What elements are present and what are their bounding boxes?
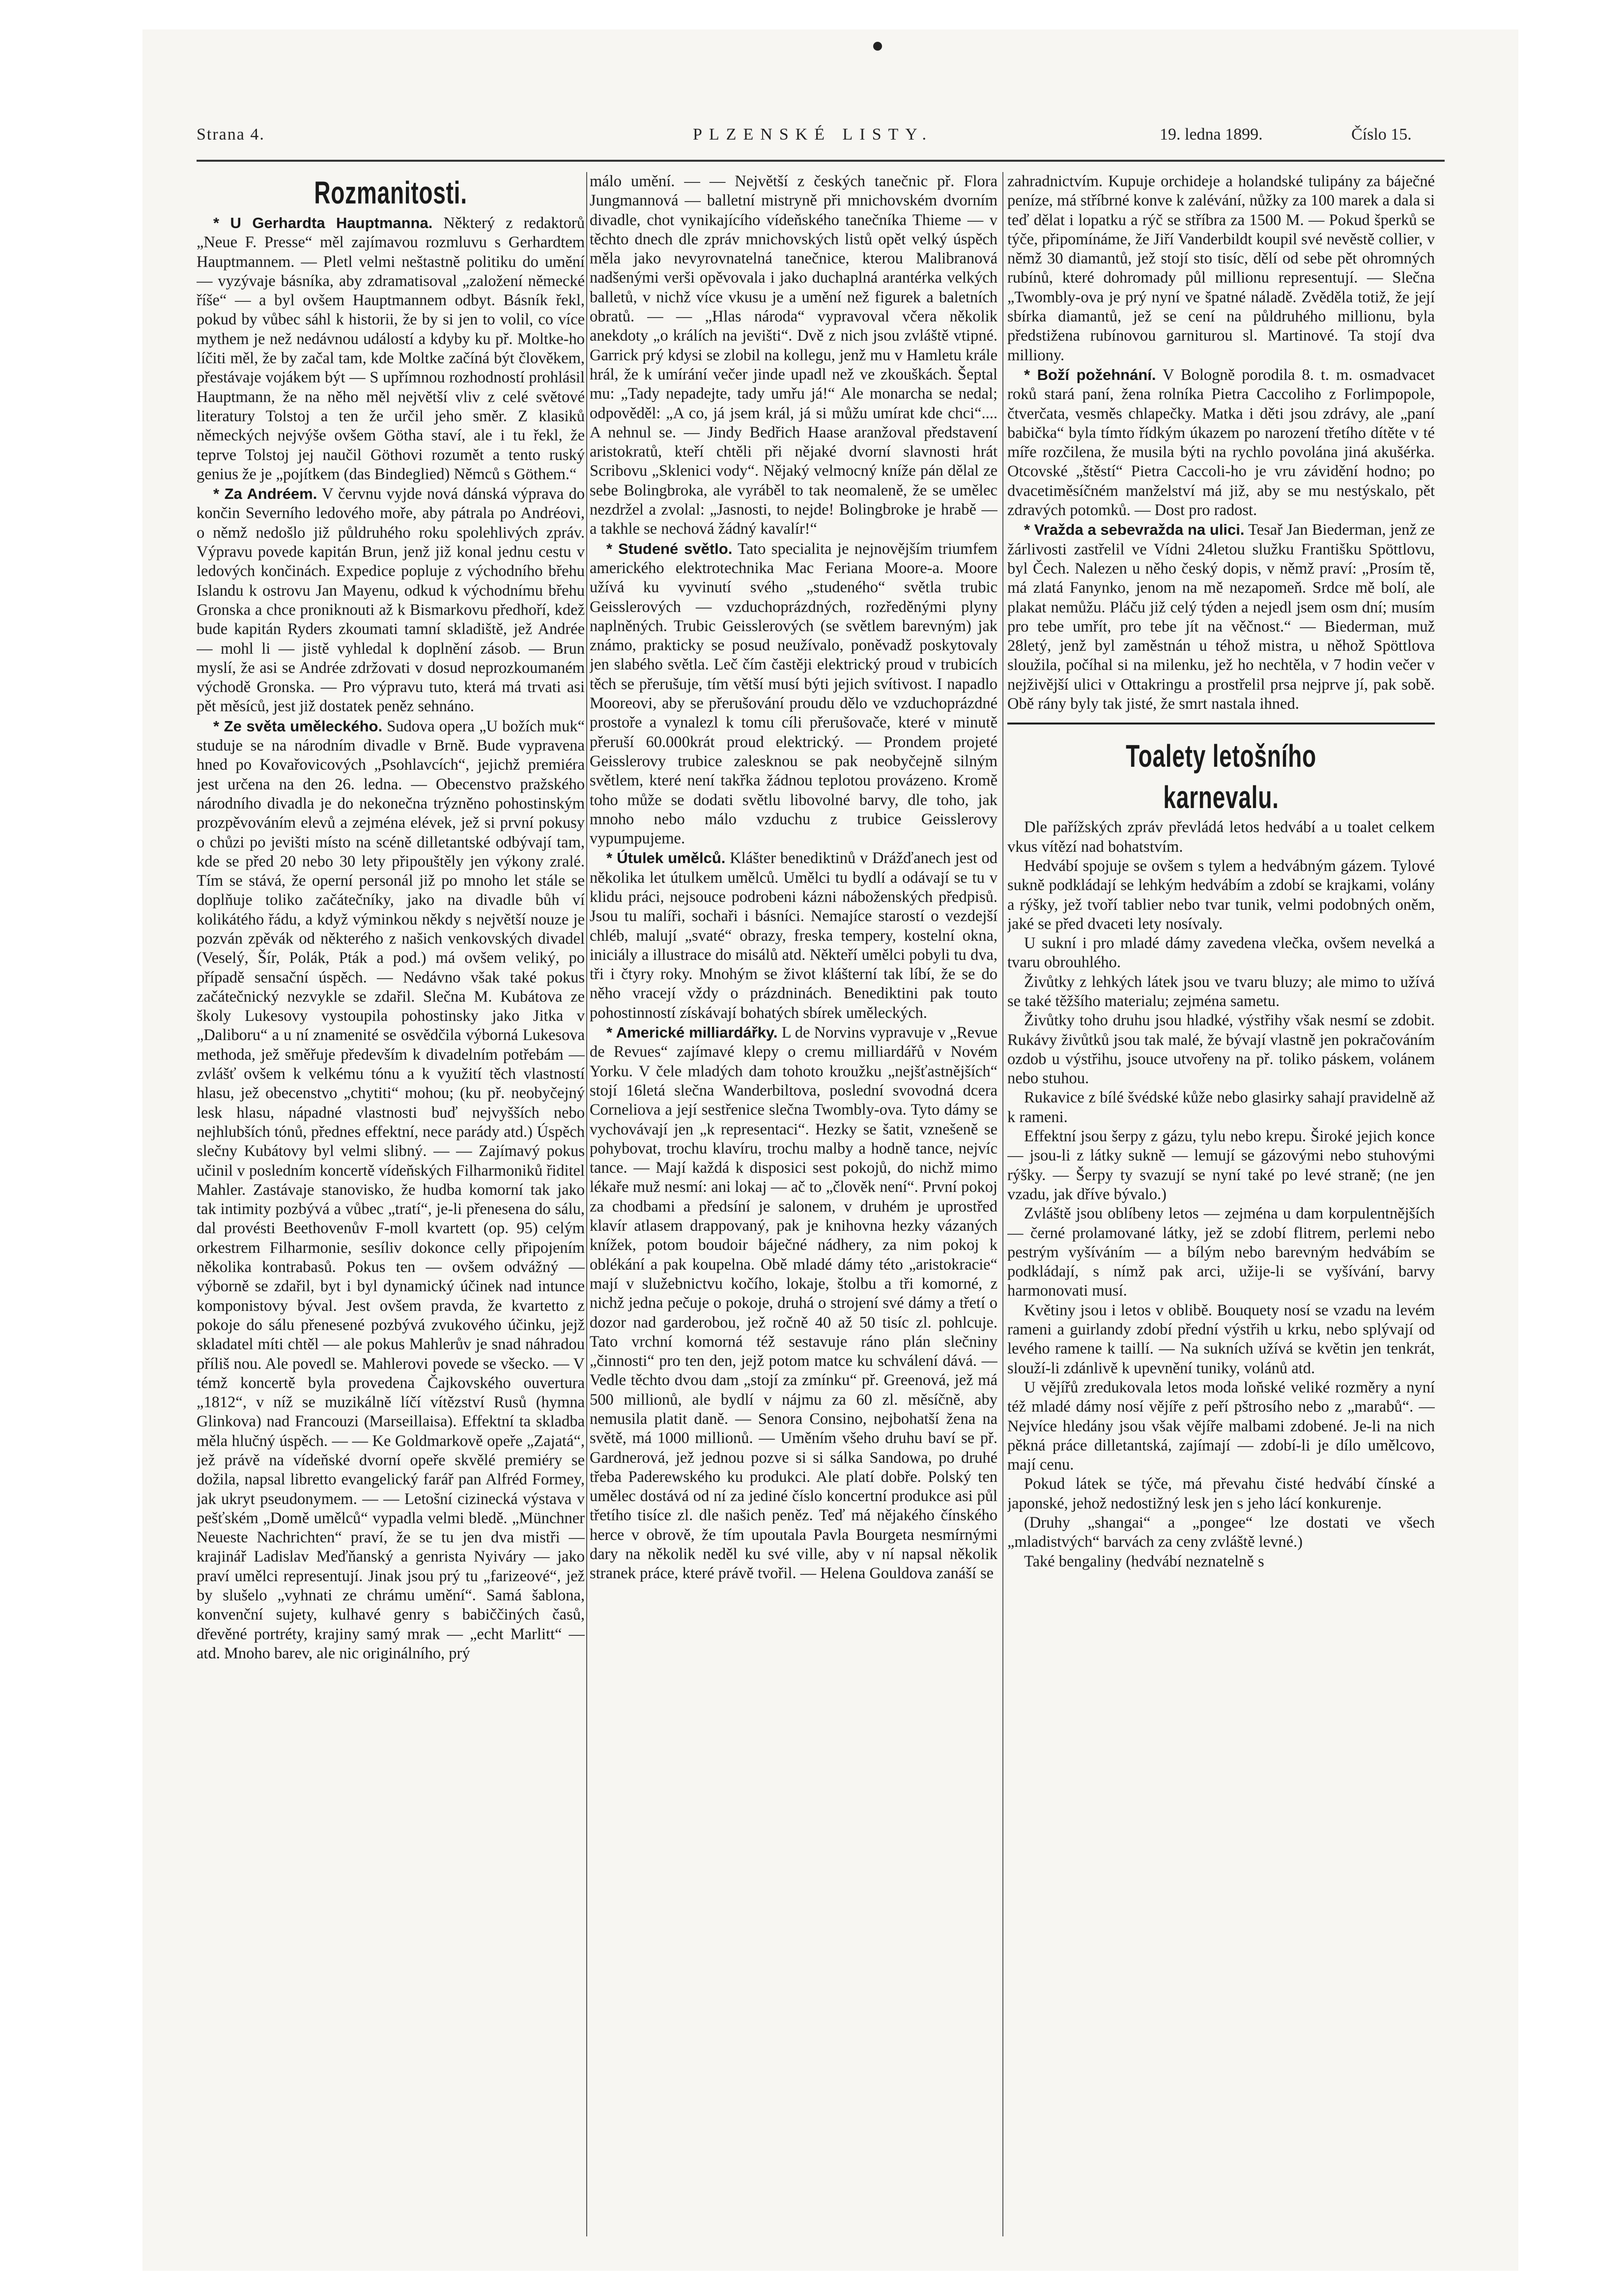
page-header (197, 125, 1430, 155)
column-3 (1007, 172, 1435, 2227)
article-rubric: * Útulek umělců. (606, 849, 726, 867)
issue-number: Číslo 15. (1351, 125, 1412, 144)
paragraph: Pokud látek se týče, má převahu čisté hedvábí čínské a japonské, jehož nedostižný lesk jen s jeho lácí konkurenje. (1007, 1475, 1435, 1512)
article-rubric: * Ze světa uměleckého. (213, 717, 383, 735)
paragraph: Hedvábí spojuje se ovšem s tylem a hedvábným gázem. Tylové sukně podkládají se lehkým hedvábím a zdobí se krajkami, volány a rýšky, jež tvoří tablier nebo tvar tunik, velmi podobných oněm, jaké se před dvaceti lety nosívaly. (1007, 857, 1435, 933)
issue-date: 19. ledna 1899. (1160, 125, 1263, 144)
article (590, 848, 997, 1023)
article-text: L de Norvins vypravuje v „Revue de Revues“ zajímavé klepy o cremu milliardářů v Novém Yorku. V čele mladých dam tohoto kroužku „nejšťastnějších“ stojí 16letá slečna Wanderbiltova, poslední svovodná dcera Corneliova a její sestřenice slečna Twombly-ova. Tyto dámy se vychovávají jen „k representaci“. Hezky se šatit, vznešeně se pohybovat, trochu klavíru, trochu malby a hodně tance, nejvíc tance. — Mají každá k disposici sest pokojů, do nichž mimo lékaře muž nesmí: ani lokaj — ač to „člověk není“. První pokoj za chodbami a předsíní je salonem, v druhém je uprostřed klavír atlasem drappovaný, pak je knihovna hezky vázaných knížek, potom boudoir báječné nádhery, za nim pokoj k oblékání a pak koupelna. Obě mladé dámy této „aristokracie“ mají v služebnictvu kočího, lokaje, štolbu a tři komorné, z nichž jedna pečuje o pokoje, druhá o strojení své dámy a třetí o dozor nad garderobou, jež ročně 40 až 50 tisíc zl. pohlcuje. Tato vrchní komorná též sestavuje ráno plán slečniny „činnosti“ pro ten den, jejž potom matce ku schválení dává. — Vedle těchto dvou dam „stojí za zmínku“ př. Greenová, jež má 500 millionů, ale bydlí v nájmu za 60 zl. měsíčně, aby nemusila platit daně. — Senora Consino, nejbohatší žena na světě, má 1000 millionů. — Uměním všeho druhu baví se př. Gardnerová, jež jednou pozve si si sálka Sandowa, po druhé třeba Paderewského ku produkci. Ale platí dobře. Polský ten umělec dostává od ní za jediné číslo koncertní produkce asi půl třetího tisíce zl. dle našich peněz. Teď má nějakého čínského herce v obrově, že tím upoutala Pavla Bourgeta nesmírnými dary na několik neděl ku své ville, aby v ní napsal několik stranek práce, které právě tvořil. — Helena Gouldova zanáší se (590, 1024, 997, 1583)
article-rubric: * Za Andréem. (213, 485, 317, 503)
article (1007, 365, 1435, 520)
section-heading: Toalety letošního karnevalu. (1126, 738, 1316, 815)
article-text: V Bologně porodila 8. t. m. osmadvacet roků stará paní, žena rolníka Pietra Caccoliho z Forlimpopole, čtverčata, vesměs chlapečky. Matka i děti jsou zdrávy, ale „paní babička“ byla tímto řídkým úkazem po narození třetího dítěte v té míře rozčilena, že musila býti na rychlo povolána jiná akušérka. Otcovské „štěstí“ Pietra Caccoli-ho je vru závidění hodno; po dvacetiměsíčném manželství má již, aby se mu nestýskalo, pět zdravých potomků. — Dost pro radost. (1007, 366, 1435, 520)
paragraph: Effektní jsou šerpy z gázu, tylu nebo krepu. Široké jejich konce — jsou-li z látky sukně — lemují se gázovými nebo stuhovými rýšky. — Šerpy ty svazují se nyní také po levé straně; (ne jen vzadu, jak dříve bývalo.) (1007, 1128, 1435, 1203)
article-text: V červnu vyjde nová dánská výprava do končin Severního ledového moře, aby pátrala po Andréovi, o němž nedošlo již půldruhého roku spolehlivých zpráv. Výpravu povede kapitán Brun, jenž již konal jednu cestu v ledových končinách. Expedice popluje z východního břehu Islandu k ostrovu Jan Mayenu, odkud k východnímu břehu Gronska a chce proniknouti až k Bismarkovu předhoří, kdež bude kapitán Ryders zkoumati tamní skladiště, jež Andrée — mohl li — jistě vyhledal k doplnění zásob. — Brun myslí, že asi se Andrée zdržovati v dosud neprozkoumaném východě Gronska. — Pro výpravu tuto, která má trvati asi pět měsíců, jest již dostatek peněz sehnáno. (197, 485, 585, 716)
article-text: Tesař Jan Biederman, jenž ze žárlivosti zastřelil ve Vídni 24letou služku Františku Spöttlovu, byl Čech. Nalezen u něho český dopis, v němž praví: „Prosím tě, má zlatá Fanynko, jenom na mě nezapomeň. Srdce mě bolí, ale plakat nemůžu. Pláču již celý týden a nejedl jsem osm dní; musím pro tebe umřít, pro tebe jít na věčnost.“ — Biederman, muž 28letý, jenž byl zaměstnán u téhož mistra, u něhož Spöttlova sloužila, počíhal si na milenku, jež ho nechtěla, v 7 hodin večer v nejživější ulici v Ottakringu a prostřelil prsa nejprve jí, pak sobě. Obě rány byly tak jisté, že smrt nastala ihned. (1007, 521, 1435, 713)
article-text: Klášter benediktinů v Drážďanech jest od několika let útulkem umělců. Umělci tu bydlí a odávají se tu v klidu práci, nejsouce podrobeni kázni náboženských předpisů. Jsou tu malíři, sochaři i básníci. Nemajíce starostí o vezdejší chléb, malují „svaté“ obrazy, freska tempery, kostelní okna, iniciály a illustrace do misálů atd. Někteří umělci pobyli tu dva, tři i čtyry roky. Mnohým se život klášterní tak líbí, že se do něho vracejí vždy o prázdninách. Benediktini pak touto pohostinností získávají bohatých sbírek uměleckých. (590, 849, 997, 1022)
newspaper-page (142, 29, 1518, 2271)
paragraph: Květiny jsou i letos v oblibě. Bouquety nosí se vzadu na levém rameni a guirlandy zdobí přední výstřih u krku, nebo splývají od levého ramene k taillí. — Na sukních užívá se květin jen tenkrát, slouží-li zdánlivě k upevnění tuniky, volánů atd. (1007, 1301, 1435, 1377)
article-rubric: * Vražda a sebevražda na ulici. (1024, 521, 1245, 539)
article-rubric: * U Gerhardta Hauptmanna. (213, 214, 433, 232)
article (197, 717, 585, 1664)
paragraph: U sukní i pro mladé dámy zavedena vlečka, ovšem nevelká a tvaru obrouhlého. (1007, 934, 1435, 972)
column-divider (586, 172, 587, 2236)
article-text: Sudova opera „U božích muk“ studuje se na národním divadle v Brně. Bude vypravena hned po Kovařovicových „Psohlavcích“, jejichž premiéra jest určena na den 26. ledna. — Obecenstvo pražského národního divadla je do nekonečna trýzněno pohostinským prozpěvováním elevů a zejména elévek, jež si první pokusy o chůzi po jevišti místo na scéně dilletantské odbývají tam, kde se před 20 nebo 30 lety připouštěly jen výkony zralé. Tím se stává, že operní personál již po mnoho let stále se doplňuje toliko začátečníky, jako na divadle bůh ví kolikátého řádu, a když výminkou někdy s největší nouze je pozván zpěvák od některého z našich venkovských divadel (Veselý, Šír, Polák, Pták a pod.) má ovšem veliký, po případě sensační úspěch. — Nedávno však také pokus začátečnický nezvykle se zdařil. Slečna M. Kubátova ze školy Lukesovy vystoupila pohostinsky jako Jitka v „Daliboru“ a u ní znamenité se osvědčila výborná Lukesova methoda, jež směřuje především k divadelním potřebám — zvlášť ovšem k velkému tónu a k využití těch vlastností hlasu, jež obecenstvo „chytiti“ mohou; (ku př. neobyčejný lesk hlasu, nápadné vlastnosti buď nejvyšších nebo nejhlubších tónů, přednes effektní, nece parády atd.) Úspěch slečny Kubátovy byl velmi slibný. — — Zajímavý pokus učinil v posledním koncertě vídeňských Filharmoniků řiditel Mahler. Zastávaje stanovisko, že hudba komorní tak jako tak intimity pozbývá a vůbec „tratí“, je-li přenesena do sálu, dal provésti Beethovenův F-moll kvartett (op. 95) celým orkestrem Filharmonie, sesíliv dokonce celly připojením několika kontrabasů. Pokus ten — ovšem odvážný — výborně se zdařil, byt i byl dynamický účinek nad intunce komponistovy býval. Jest ovšem pravda, že kvartetto z pokoje do sálu přenesené pozbývá zvukového účinku, jejž skladatel míti chtěl — ale pokus Mahlerův je snad náhradou příliš nou. Ale povedl se. Mahlerovi povede se všecko. — V témž koncertě byla provedena Čajkovského ouvertura „1812“, v níž se muzikálně líčí vítězství Rusů (hymna Glinkova) nad Francouzi (Marseillaisa). Effektní ta skladba měla hlučný úspěch. — — Ke Goldmarkově opeře „Zajatá“, jež právě na vídeňské dvorní opeře skvělé premiéry se dožila, napsal libretto evangelický farář pan Alfréd Formey, jak ukryt pseudonymem. — — Letošní cizinecká výstava v pešťském „Domě umělců“ vypadla velmi bledě. „Münchner Neueste Nachrichten“ praví, že se tu jen dva mistři — krajinář Ladislav Meďňanský a genrista Nyiváry — jako praví umělci representují. Jinak jsou prý tu „farizeové“, jež by slušelo „vyhnati ze chrámu umění“. Samá šablona, konvenční sujety, kulhavé genry s babiččiných časů, dřevěné portréty, krajiny samý mrak — „echt Marlitt“ — atd. Mnoho barev, ale nic originálního, prý (197, 717, 585, 1662)
paragraph: Zvláště jsou oblíbeny letos — zejména u dam korpulentnějších — černé prolamované látky, jež se zdobí flitrem, perlemi nebo pestrým vyšíváním — a bílým nebo barevným hedvábím se podkládají, s nímž pak arci, užije-li se vyšívání, barvy harmonovati musí. (1007, 1205, 1435, 1300)
binding-hole (873, 42, 882, 51)
paragraph: Dle pařížských zpráv převládá letos hedvábí a u toalet celkem vkus vítězí nad bohatstvím. (1007, 818, 1435, 856)
article (590, 539, 997, 849)
article-continuation: zahradnictvím. Kupuje orchideje a holandské tulipány za báječné peníze, má stříbrné konve k zalévání, nůžky za 100 marek a dala si teď dělat i lopatku a rýč se stříbra za 1500 M. — Pokud šperků se týče, připomínáme, že Jiří Vanderbildt koupil své nevěstě collier, v němž 30 diamantů, jež stojí sto tisíc, dělí od sebe pět ohromných rubínů, které dohromady půl millionu representují. — Slečna „Twombly-ova je prý nyní ve špatné náladě. Zvěděla totiž, že její sbírka diamantů, jež se cení na půldruhého millionu, byla předstižena rubínovou garniturou sl. Martinové. Ta stojí dva milliony. (1007, 173, 1435, 364)
section-rule (1007, 723, 1435, 724)
column-2 (590, 172, 997, 2241)
article-rubric: * Studené světlo. (606, 540, 733, 557)
paragraph: U vějířů zredukovala letos moda loňské veliké rozměry a nyní též mladé dámy nosí vějíře z peří pštrosího nebo z „marabů“. — Nejvíce hledány jsou však vějíře malbami zdobené. Je-li na nich pěkná práce dilletantská, zajímají — zdobí-li je dílo umělcovo, mají cenu. (1007, 1378, 1435, 1474)
article (1007, 520, 1435, 714)
column-divider (1002, 172, 1003, 2236)
paragraph: Také bengaliny (hedvábí neznatelně s (1024, 1552, 1264, 1570)
paragraph: (Druhy „shangai“ a „pongee“ lze dostati ve všech „mladistvých“ barvách za ceny zvláště levné.) (1007, 1514, 1435, 1551)
article (197, 484, 585, 717)
page-number: Strana 4. (197, 125, 265, 144)
paragraph: Živůtky toho druhu jsou hladké, výstřihy však nesmí se zdobit. Rukávy živůtků jsou tak malé, že bývají vlastně jen pokračováním ozdob u výstřihu, jsouce utvořeny na př. toliko páskem, volánem nebo stuhou. (1007, 1012, 1435, 1088)
masthead-title: PLZENSKÉ LISTY. (693, 125, 933, 144)
article-text: Některý z redaktorů „Neue F. Presse“ měl zajímavou rozmluvu s Gerhardtem Hauptmannem. — Pletl velmi neštastně politiku do umění — vyzývaje básníka, aby zdramatisoval „založení německé říše“ — a byl ovšem Hauptmannem odbyt. Básník řekl, pokud by vůbec sáhl k historii, že by si jen to volil, co více mythem je než nedávnou událostí a kdyby ku př. Moltke-ho líčiti měl, že by začal tam, kde Moltke začíná být člověkem, přestávaje vojákem být — S upřímnou rozhodností prohlásil Hauptmann, že na něho měl největší vliv z celé světové literatury Tolstoj a ten že určil jeho směr. Z klasiků německých nejvýše ovšem Götha staví, ale i tu řekl, že teprve Tolstoj jej naučil Göthovi rozumět a tento ruský genius že je „pojítkem (das Bindeglied) Němců s Göthem.“ (197, 214, 585, 483)
paragraph: Živůtky z lehkých látek jsou ve tvaru bluzy; ale mimo to užívá se také těžšího materialu; zejména sametu. (1007, 973, 1435, 1010)
header-rule (197, 160, 1445, 162)
paragraph: Rukavice z bílé švédské kůže nebo glasirky sahají pravidelně až k rameni. (1007, 1089, 1435, 1126)
article (197, 213, 585, 484)
article-rubric: * Americké milliardářky. (606, 1024, 778, 1042)
section-heading: Rozmanitosti. (314, 175, 467, 210)
column-1 (197, 172, 585, 2246)
article-rubric: * Boží požehnání. (1024, 366, 1156, 383)
article-continuation: málo umění. — — Největší z českých tanečnic př. Flora Jungmannová — balletní mistryně při mnichovském dvorním divadle, chot vynikajícího vídeňského tanečníka Thieme — v těchto dnech dle zpráv mnichovských listů opět velký úspěch měla jako nevyrovnatelná tanečnice, kterou Malibranová nadšenými verši opěvovala i jako duchaplná arantérka velkých balletů, v nichž více vkusu je a umění než figurek a baletních obratů. — — „Hlas národa“ vypravoval včera několik anekdoty „o králích na jevišti“. Dvě z nich jsou zvláště vtipné. Garrick prý kdysi se zlobil na kollegu, jenž mu v Hamletu krále hrál, že k umírání večer jinde upadl než ve zkouškách. Šeptal mu: „Tady nepadejte, tady umřu já!“ Ale monarcha se nedal; odpověděl: „A co, já jsem král, já si můžu umírat kde chci“.... A nehnul se. — Jindy Bedřich Haase aranžoval představení aristokratů, kteří chtěli při nějaké dvorní slavnosti hrát Scribovu „Sklenici vody“. Nějaký velmocný kníže pán dělal ze sebe Bolingbroka, ale vyráběl to tak neomaleně, že se umělec nezdržel a zvolal: „Jasnosti, to nejde! Bolingbroke je hrabě — a takhle se nechová žádný kavalír!“ (590, 173, 997, 538)
article-text: Tato specialita je nejnovějším triumfem amerického elektrotechnika Mac Feriana Moore-a. Moore užívá ku vyvinutí svého „studeného“ světla trubic Geisslerových — vzduchoprázdných, rozředěnými plyny naplněných. Trubic Geisslerových (se světlem barevným) jak známo, prakticky se posud neužívalo, poněvadž poskytovaly jen slabého světla. Leč čím častěji elektrický proud v trubicích těch se přerušuje, tím větší musí býti jejich svítivost. I napadlo Mooreovi, aby se přerušování proudu dělo ve vzduchoprázdné prostoře a vynalezl k tomu cíli přerušovače, které v minutě přeruší 60.000krát proud elektrický. — Prondem projeté Geisslerovy trubice zalesknou se pak neobyčejně silným světlem, které není takřka žádnou teplotou provázeno. Kromě toho může se dodati světlu libovolné barvy, dle toho, jak mnoho nebo málo vzduchu z trubice Geisslerovy vypumpujeme. (590, 540, 997, 848)
article (590, 1023, 997, 1584)
